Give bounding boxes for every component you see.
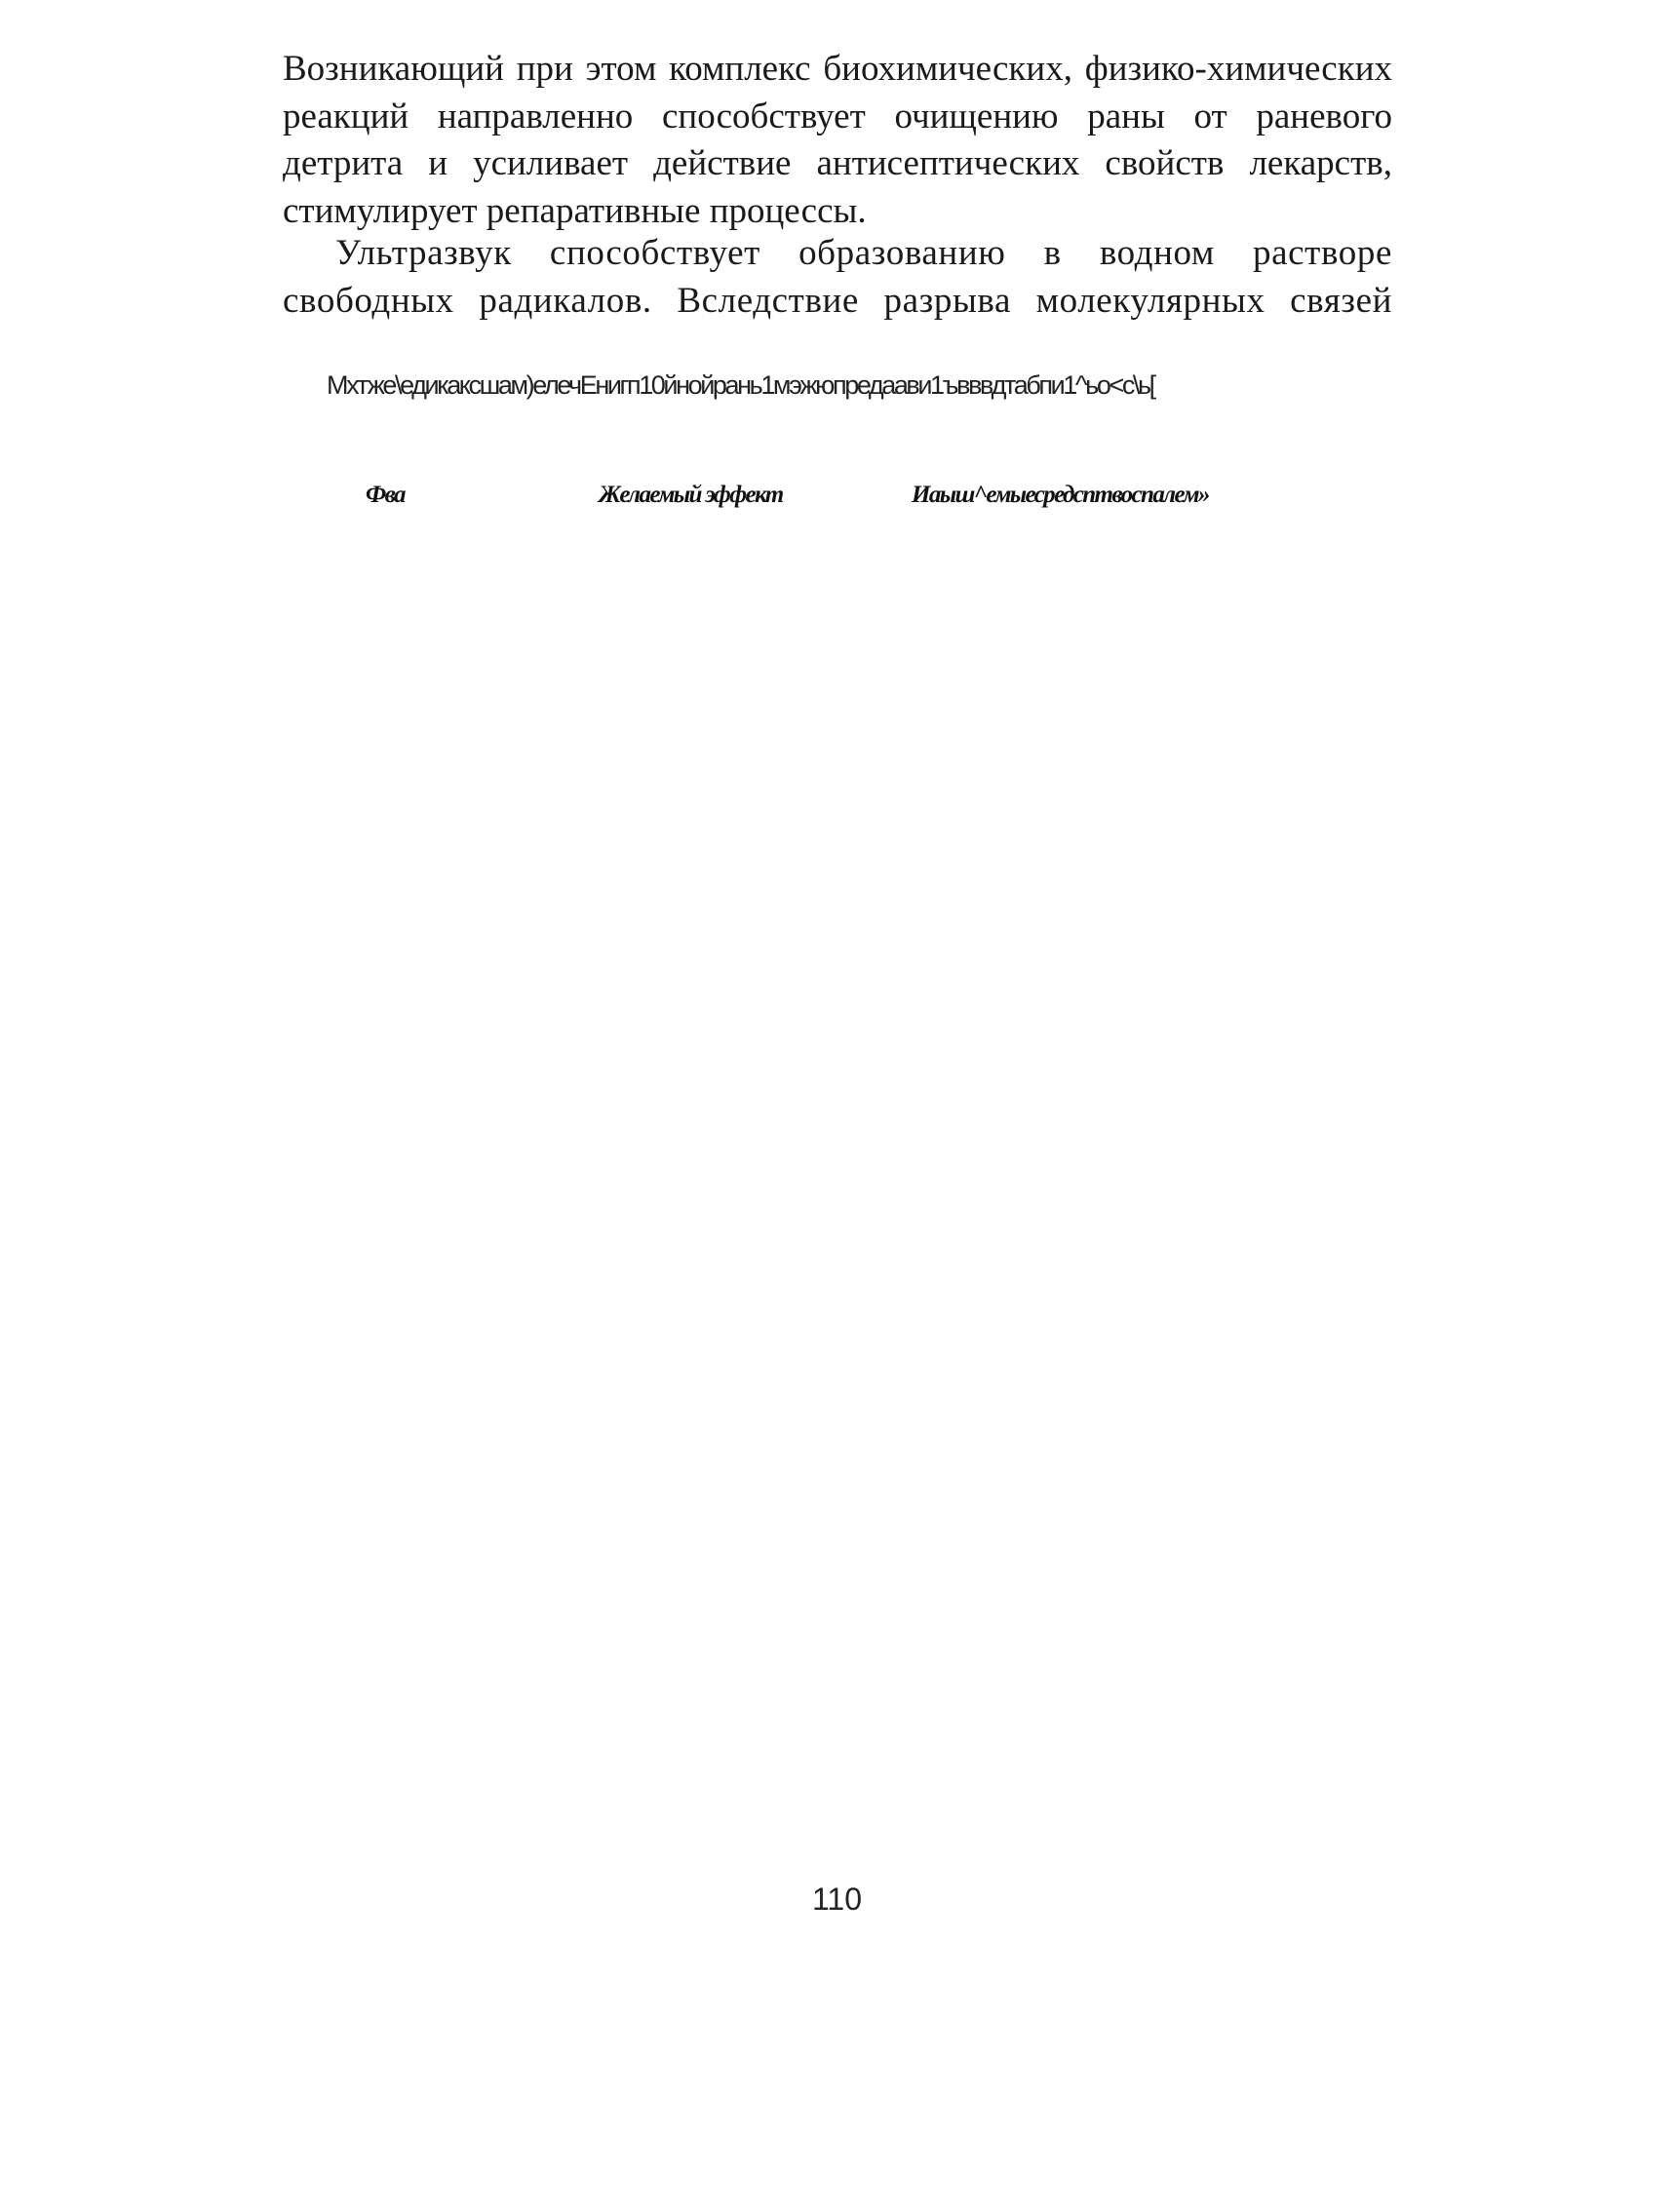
table-caption: Мхтже\едикаксшам)елечЕнигп10йнойрань1мэжюпредаави1ъвввдтабпи1^ьо<с\ь[: [327, 370, 1154, 400]
table-column-header: Иаыш^емыесредсптвоспалем»: [912, 482, 1209, 508]
table-column-header: Желаемый эффект: [599, 482, 783, 508]
table-header-row: [0, 482, 1674, 521]
paragraph-2: Ультразвук способствует образованию в водном растворе свободных радикалов. Вследствие разрыва молекулярных связей: [283, 233, 1392, 321]
table-column-header: Фва: [366, 482, 405, 508]
page-number: 110: [811, 1882, 862, 1917]
paragraph-1: Возникающий при этом комплекс биохимических, физико-химических реакций направленно способствует очищению раны от раневого детрита и усиливает действие антисептических свойств лекарств, стимулирует репаративные процессы.: [283, 49, 1392, 231]
